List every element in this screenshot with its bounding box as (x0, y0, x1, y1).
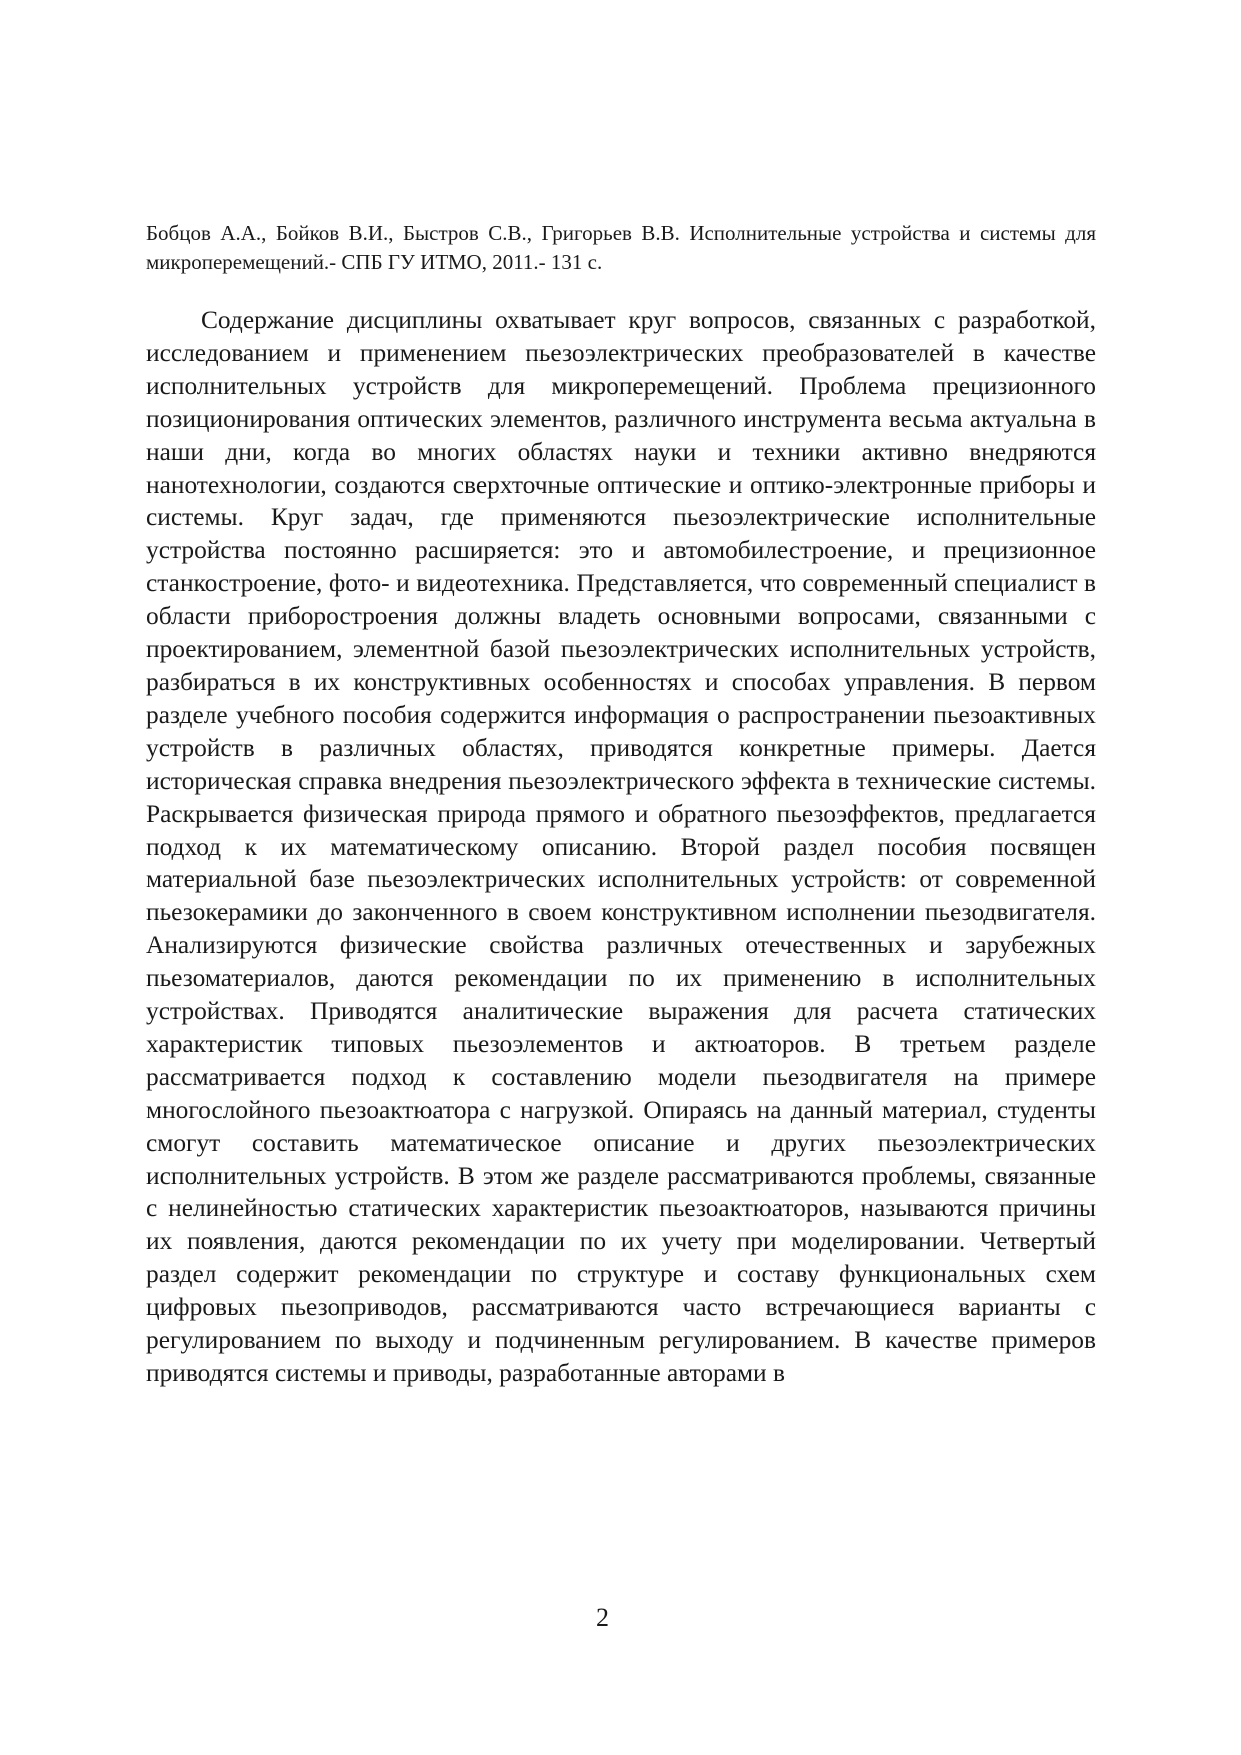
page-number: 2 (596, 1603, 609, 1632)
body-paragraph: Содержание дисциплины охватывает круг вопросов, связанных с разработкой, исследованием и применением пьезоэлектрических преобразователей в качестве исполнительных устройств для микроперемещений. Проблема прецизионного позиционирования оптических элементов, различного инструмента весьма актуальна в наши дни, когда во многих областях науки и техники активно внедряются нанотехнологии, создаются сверхточные оптические и оптико-электронные приборы и системы. Круг задач, где применяются пьезоэлектрические исполнительные устройства постоянно расширяется: это и автомобилестроение, и прецизионное станкостроение, фото- и видеотехника. Представляется, что современный специалист в области приборостроения должны владеть основными вопросами, связанными с проектированием, элементной базой пьезоэлектрических исполнительных устройств, разбираться в их конструктивных особенностях и способах управления. В первом разделе учебного пособия содержится информация о распространении пьезоактивных устройств в различных областях, приводятся конкретные примеры. Дается историческая справка внедрения пьезоэлектрического эффекта в технические системы. Раскрывается физическая природа прямого и обратного пьезоэффектов, предлагается подход к их математическому описанию. Второй раздел пособия посвящен материальной базе пьезоэлектрических исполнительных устройств: от современной пьезокерамики до законченного в своем конструктивном исполнении пьезодвигателя. Анализируются физические свойства различных отечественных и зарубежных пьезоматериалов, даются рекомендации по их применению в исполнительных устройствах. Приводятся аналитические выражения для расчета статических характеристик типовых пьезоэлементов и актюаторов. В третьем разделе рассматривается подход к составлению модели пьезодвигателя на примере многослойного пьезоактюатора с нагрузкой. Опираясь на данный материал, студенты смогут составить математическое описание и других пьезоэлектрических исполнительных устройств. В этом же разделе рассматриваются проблемы, связанные с нелинейностью статических характеристик пьезоактюаторов, называются причины их появления, даются рекомендации по их учету при моделировании. Четвертый раздел содержит рекомендации по структуре и составу функциональных схем цифровых пьезоприводов, рассматриваются часто встречающиеся варианты с регулированием по выходу и подчиненным регулированием. В качестве примеров приводятся системы и приводы, разработанные авторами в (146, 306, 1096, 1387)
bibliographic-citation: Бобцов А.А., Бойков В.И., Быстров С.В., Григорьев В.В. Исполнительные устройства и системы для микроперемещений.- СПБ ГУ ИТМО, 2011.- 131 с. (146, 221, 1096, 274)
